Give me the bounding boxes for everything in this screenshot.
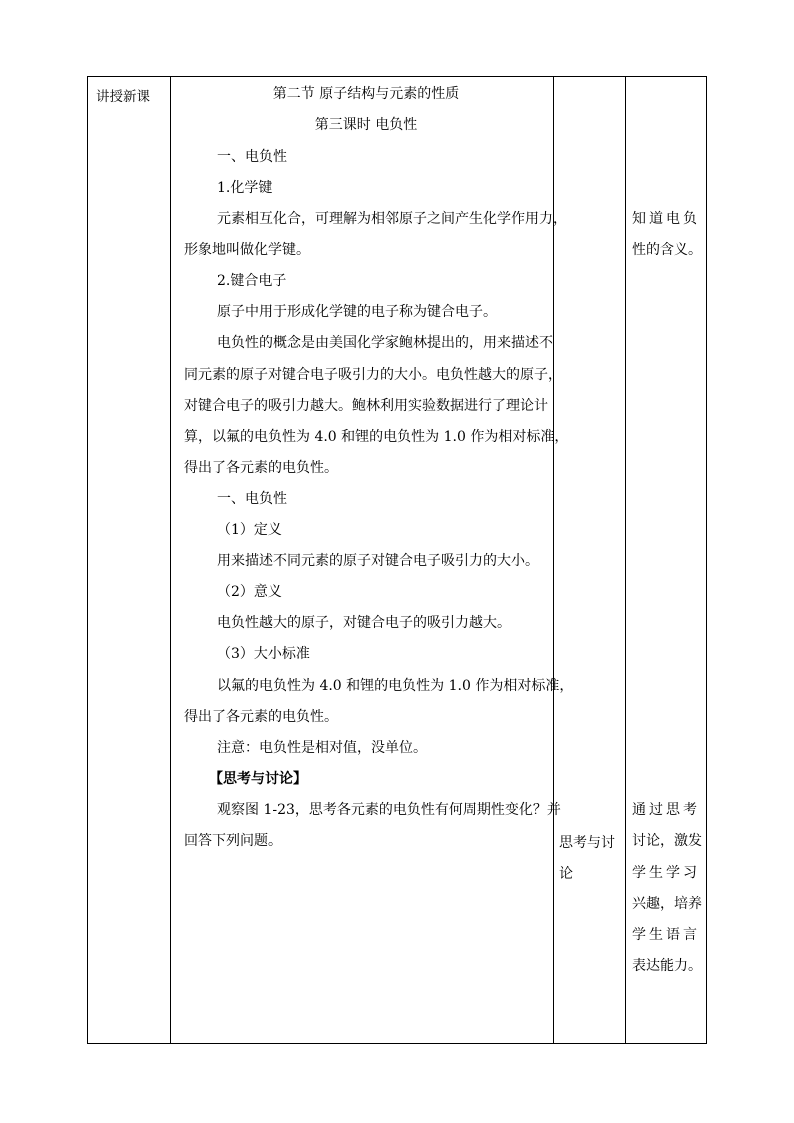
paragraph-line: 得出了各元素的电负性。 <box>184 460 338 476</box>
paragraph-line: 回答下列问题。 <box>184 833 282 849</box>
lesson-table <box>87 76 707 1044</box>
subheading: （2）意义 <box>217 584 282 600</box>
activity-text: 思考与讨 <box>559 835 615 851</box>
paragraph-line: 原子中用于形成化学键的电子称为键合电子。 <box>217 304 497 320</box>
paragraph-line: 电负性越大的原子，对键合电子的吸引力越大。 <box>217 615 511 631</box>
intent-text: 知道电负 <box>632 211 700 227</box>
paragraph-line: 元素相互化合，可理解为相邻原子之间产生化学作用力， <box>217 211 567 227</box>
paragraph-line: 形象地叫做化学键。 <box>184 242 310 258</box>
paragraph-line: 用来描述不同元素的原子对键合电子吸引力的大小。 <box>217 553 539 569</box>
subheading: 1.化学键 <box>217 180 273 196</box>
paragraph-line: 同元素的原子对键合电子吸引力的大小。电负性越大的原子， <box>184 367 562 383</box>
intent-text: 通过思考 <box>632 802 700 818</box>
intent-text: 性的含义。 <box>632 242 702 258</box>
intent-text: 学生语言 <box>632 927 700 943</box>
note: 注意：电负性是相对值，没单位。 <box>217 740 427 756</box>
subheading: （3）大小标准 <box>217 646 310 662</box>
paragraph-line: 得出了各元素的电负性。 <box>184 709 338 725</box>
discussion-heading: 【思考与讨论】 <box>209 771 307 787</box>
paragraph-line: 观察图 1-23，思考各元素的电负性有何周期性变化？并 <box>217 802 561 818</box>
heading: 一、电负性 <box>217 149 287 165</box>
activity-text: 论 <box>559 866 573 882</box>
lesson-title: 第二节 原子结构与元素的性质 <box>272 86 460 102</box>
subheading: 2.键合电子 <box>217 273 287 289</box>
column-divider <box>625 77 626 1043</box>
heading: 一、电负性 <box>217 491 287 507</box>
intent-text: 表达能力。 <box>632 958 702 974</box>
lesson-subtitle: 第三课时 电负性 <box>314 117 418 133</box>
column-divider <box>170 77 171 1043</box>
paragraph-line: 电负性的概念是由美国化学家鲍林提出的，用来描述不 <box>217 335 553 351</box>
intent-text: 讨论，激发 <box>632 833 702 849</box>
paragraph-line: 以氟的电负性为 4.0 和锂的电负性为 1.0 作为相对标准， <box>217 678 574 694</box>
paragraph-line: 对键合电子的吸引力越大。鲍林利用实验数据进行了理论计 <box>184 398 548 414</box>
paragraph-line: 算，以氟的电负性为 4.0 和锂的电负性为 1.0 作为相对标准， <box>184 429 569 445</box>
subheading: （1）定义 <box>217 522 282 538</box>
intent-text: 兴趣，培养 <box>632 896 702 912</box>
section-label: 讲授新课 <box>96 89 150 105</box>
intent-text: 学生学习 <box>632 865 700 881</box>
